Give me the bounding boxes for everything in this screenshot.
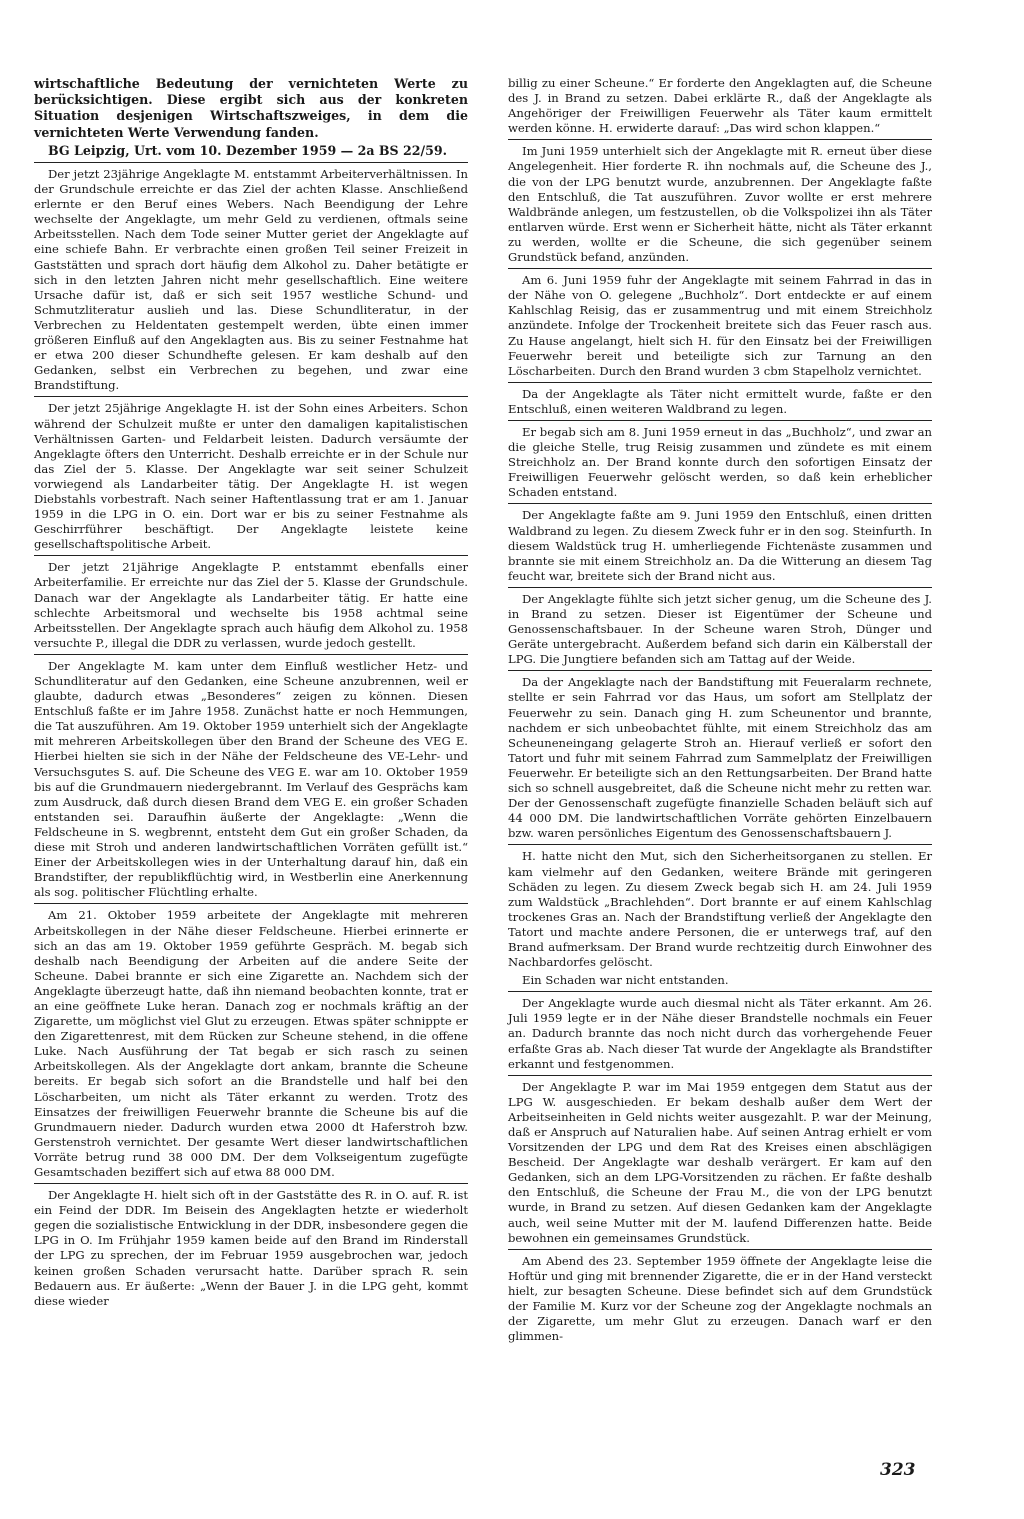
paragraph: Da der Angeklagte als Täter nicht ermittelt wurde, faßte er den Entschluß, einen weiteren Waldbrand zu legen. — [508, 386, 932, 416]
court-citation: BG Leipzig, Urt. vom 10. Dezember 1959 — 2a BS 22/59. — [48, 142, 448, 158]
section-divider — [508, 382, 932, 383]
right-column — [508, 76, 932, 1347]
paragraph: Da der Angeklagte nach der Bandstiftung mit Feueralarm rechnete, stellte er sein Fahrrad vor das Haus, um sofort am Stellplatz der Feuerwehr zu sein. Danach ging H. zum Scheunentor und brannte, nachdem er sich unbeobachtet fühlte, mit einem Streichholz das am Scheuneneingang gelagerte Stroh an. Hierauf verließ er sofort den Tatort und fuhr mit seinem Fahrrad zum Sammelplatz der Freiwilligen Feuerwehr. Er beteiligte sich an den Rettungsarbeiten. Der Brand hatte sich so schnell ausgebreitet, daß die Scheune nicht mehr zu retten war. Der der Genossenschaft zugefügte finanzielle Schaden beläuft sich auf 44 000 DM. Die landwirtschaftlichen Vorräte gehörten Einzelbauern bzw. waren persönliches Eigentum des Genossenschaftsbauern J. — [508, 675, 932, 841]
paragraph: H. hatte nicht den Mut, sich den Sicherheitsorganen zu stellen. Er kam vielmehr auf den Gedanken, weitere Brände mit geringeren Schäden zu legen. Zu diesem Zweck begab sich H. am 24. Juli 1959 zum Waldstück „Brachlehden“. Dort brannte er auf einem Kahlschlag trockenes Gras an. Nach der Brandstiftung verließ der Angeklagte den Tatort und machte andere Personen, die er unterwegs traf, auf den Brand aufmerksam. Der Brand wurde rechtzeitig durch Einwohner des Nachbardorfes gelöscht. — [508, 849, 932, 970]
headnote-summary: wirtschaftliche Bedeutung der vernichteten Werte zu berücksichtigen. Diese ergibt sich aus der konkreten Situation desjenigen Wirtschaftszweiges, in dem die vernichteten Werte Verwendung fanden. — [34, 76, 468, 140]
paragraph: billig zu einer Scheune.“ Er forderte den Angeklagten auf, die Scheune des J. in Brand zu setzen. Dabei erklärte R., daß der Angeklagte als Angehöriger der Freiwilligen Feuerwehr als Täter kaum ermittelt werden könne. H. erwiderte darauf: „Das wird schon klappen.“ — [508, 76, 932, 136]
paragraph: Am 21. Oktober 1959 arbeitete der Angeklagte mit mehreren Arbeitskollegen in der Nähe dieser Feldscheune. Hierbei erinnerte er sich an das am 19. Oktober 1959 geführte Gespräch. M. begab sich deshalb nach Beendigung der Arbeiten auf die andere Seite der Scheune. Dabei brannte er sich eine Zigarette an. Nachdem sich der Angeklagte überzeugt hatte, daß ihn niemand beobachten konnte, trat er an eine geöffnete Luke heran. Danach zog er nochmals kräftig an der Zigarette, um möglichst viel Glut zu erzeugen. Etwas später schnippte er den Zigarettenrest, mit dem Rücken zur Scheune stehend, in die offene Luke. Nach Ausführung der Tat begab er sich rasch zu seinen Arbeitskollegen. Als der Angeklagte dort ankam, brannte die Scheune bereits. Er begab sich sofort an die Brandstelle und half bei den Löscharbeiten, um nicht als Täter erkannt zu werden. Trotz des Einsatzes der freiwilligen Feuerwehr brannte die Scheune bis auf die Grundmauern nieder. Dadurch wurden etwa 2000 dt Haferstroh bzw. Gerstenstroh vernichtet. Der gesamte Wert dieser landwirtschaftlichen Vorräte betrug rund 38 000 DM. Der dem Volkseigentum zugefügte Gesamtschaden beziffert sich auf etwa 88 000 DM. — [34, 908, 468, 1180]
paragraph: Im Juni 1959 unterhielt sich der Angeklagte mit R. erneut über diese Angelegenheit. Hier forderte R. ihn nochmals auf, die Scheune des J., die von der LPG benutzt wurde, anzubrennen. Der Angeklagte faßte den Entschluß, die Tat auszuführen. Zuvor wollte er erst mehrere Waldbrände anlegen, um festzustellen, ob die Volkspolizei ihn als Täter entlarven würde. Erst wenn er Sicherheit hätte, nicht als Täter erkannt zu werden, wollte er die Scheune, die sich gegenüber seinem Grundstück befand, anzünden. — [508, 144, 932, 265]
paragraph: Der Angeklagte M. kam unter dem Einfluß westlicher Hetz- und Schundliteratur auf den Gedanken, eine Scheune anzubrennen, weil er glaubte, dadurch etwas „Besonderes“ zeigen zu können. Diesen Entschluß faßte er im Jahre 1958. Zunächst hatte er noch Hemmungen, die Tat auszuführen. Am 19. Oktober 1959 unterhielt sich der Angeklagte mit mehreren Arbeitskollegen über den Brand der Scheune des VEG E. Hierbei hielten sie sich in der Nähe der Feldscheune des VE-Lehr- und Versuchsgutes S. auf. Die Scheune des VEG E. war am 10. Oktober 1959 bis auf die Grundmauern niedergebrannt. Im Verlauf des Gesprächs kam zum Ausdruck, daß durch diesen Brand dem VEG E. ein großer Schaden entstanden sei. Daraufhin äußerte der Angeklagte: „Wenn die Feldscheune in S. wegbrennt, entsteht dem Gut ein großer Schaden, da diese mit Stroh und anderen landwirtschaftlichen Vorräten gefüllt ist.“ Einer der Arbeitskollegen wies in der Unterhaltung darauf hin, daß ein Brandstifter, der republikflüchtig wird, in Westberlin eine Anerkennung als sog. politischer Flüchtling erhalte. — [34, 658, 468, 900]
paragraph: Der Angeklagte P. war im Mai 1959 entgegen dem Statut aus der LPG W. ausgeschieden. Er bekam deshalb außer dem Wert der Arbeitseinheiten in Geld nichts weiter ausgezahlt. P. war der Meinung, daß er Anspruch auf Naturalien habe. Auf seinen Antrag erhielt er vom Vorsitzenden der LPG und dem Rat des Kreises einen abschlägigen Bescheid. Der Angeklagte war deshalb verärgert. Er kam auf den Gedanken, sich an dem LPG-Vorsitzenden zu rächen. Er faßte deshalb den Entschluß, die Scheune der Frau M., die von der LPG benutzt wurde, in Brand zu setzen. Auf diesen Gedanken kam der Angeklagte auch, weil seine Mutter mit der M. laufend Differenzen hatte. Beide bewohnen ein gemeinsames Grundstück. — [508, 1079, 932, 1245]
section-divider — [508, 587, 932, 588]
section-divider — [34, 396, 468, 397]
section-divider — [508, 670, 932, 671]
paragraph: Er begab sich am 8. Juni 1959 erneut in das „Buchholz“, und zwar an die gleiche Stelle, trug Reisig zusammen und zündete es mit einem Streichholz an. Der Brand konnte durch den sofortigen Einsatz der Freiwilligen Feuerwehr gelöscht werden, so daß kein erheblicher Schaden entstand. — [508, 424, 932, 500]
paragraph: Der Angeklagte H. hielt sich oft in der Gaststätte des R. in O. auf. R. ist ein Feind der DDR. Im Beisein des Angeklagten hetzte er wiederholt gegen die sozialistische Entwicklung in der DDR, insbesondere gegen die LPG in O. Im Frühjahr 1959 kamen beide auf den Brand im Rinderstall der LPG zu sprechen, der im Februar 1959 ausgebrochen war, jedoch keinen großen Schaden verursacht hatte. Darüber sprach R. sein Bedauern aus. Er äußerte: „Wenn der Bauer J. in die LPG geht, kommt diese wieder — [34, 1188, 468, 1308]
section-divider — [34, 1183, 468, 1184]
paragraph: Der Angeklagte faßte am 9. Juni 1959 den Entschluß, einen dritten Waldbrand zu legen. Zu diesem Zweck fuhr er in den sog. Steinfurth. In diesem Waldstück trug H. umherliegende Fichtenäste zusammen und brannte sie mit einem Streichholz an. Da die Witterung an diesem Tag feucht war, breitete sich der Brand nicht aus. — [508, 508, 932, 583]
paragraph: Am Abend des 23. September 1959 öffnete der Angeklagte leise die Hoftür und ging mit brennender Zigarette, die er in der Hand versteckt hielt, zur besagten Scheune. Diese befindet sich auf dem Grundstück der Familie M. Kurz vor der Scheune zog der Angeklagte nochmals an der Zigarette, um mehr Glut zu erzeugen. Danach warf er den glimmen- — [508, 1253, 932, 1344]
section-divider — [508, 844, 932, 845]
section-divider — [508, 268, 932, 269]
section-divider — [34, 903, 468, 904]
section-divider — [508, 420, 932, 421]
section-divider — [508, 503, 932, 504]
paragraph: Am 6. Juni 1959 fuhr der Angeklagte mit seinem Fahrrad in das in der Nähe von O. gelegene „Buchholz“. Dort entdeckte er auf einem Kahlschlag Reisig, das er zusammentrug und mit einem Streichholz anzündete. Infolge der Trockenheit breitete sich das Feuer rasch aus. Zu Hause angelangt, hielt sich H. für den Einsatz bei der Freiwilligen Feuerwehr bereit und beteiligte sich zur Tarnung an den Löscharbeiten. Durch den Brand wurden 3 cbm Stapelholz vernichtet. — [508, 273, 932, 378]
section-divider — [508, 991, 932, 992]
section-divider — [34, 162, 468, 163]
section-divider — [34, 654, 468, 655]
section-divider — [508, 139, 932, 140]
paragraph: Der Angeklagte fühlte sich jetzt sicher genug, um die Scheune des J. in Brand zu setzen. Dieser ist Eigentümer der Scheune und Genossenschaftsbauer. In der Scheune waren Stroh, Dünger und Geräte untergebracht. Außerdem befand sich darin ein Kälberstall der LPG. Die Jungtiere befanden sich am Tattag auf der Weide. — [508, 591, 932, 667]
page-number: 323 — [880, 1460, 916, 1480]
section-divider — [34, 555, 468, 556]
paragraph: Ein Schaden war nicht entstanden. — [522, 973, 729, 988]
paragraph: Der Angeklagte wurde auch diesmal nicht als Täter erkannt. Am 26. Juli 1959 legte er in der Nähe dieser Brandstelle nochmals ein Feuer an. Dadurch brannte das noch nicht durch das vorhergehende Feuer erfaßte Gras ab. Nach dieser Tat wurde der Angeklagte als Brandstifter erkannt und festgenommen. — [508, 996, 932, 1071]
paragraph: Der jetzt 21jährige Angeklagte P. entstammt ebenfalls einer Arbeiterfamilie. Er erreichte nur das Ziel der 5. Klasse der Grundschule. Danach war der Angeklagte als Landarbeiter tätig. Er hatte eine schlechte Arbeitsmoral und wechselte bis 1958 achtmal seine Arbeitsstellen. Der Angeklagte sprach auch häufig dem Alkohol zu. 1958 versuchte P., illegal die DDR zu verlassen, wurde jedoch gestellt. — [34, 560, 468, 650]
paragraph: Der jetzt 23jährige Angeklagte M. entstammt Arbeiterverhältnissen. In der Grundschule erreichte er das Ziel der achten Klasse. Anschließend erlernte er den Beruf eines Webers. Nach Beendigung der Lehre wechselte der Angeklagte, um mehr Geld zu verdienen, oftmals seine Arbeitsstellen. Nach dem Tode seiner Mutter geriet der Angeklagte auf eine schiefe Bahn. Er verbrachte einen großen Teil seiner Freizeit in Gaststätten und sprach dort häufig dem Alkohol zu. Daher betätigte er sich in den letzten Jahren nicht mehr gesellschaftlich. Eine weitere Ursache dafür ist, daß er sich seit 1957 westliche Schund- und Schmutzliteratur auslieh und las. Diese Schundliteratur, in der Verbrechen zu Heldentaten gestempelt werden, übte einen immer größeren Einfluß auf den Angeklagten aus. Bis zu seiner Festnahme hat er etwa 200 dieser Schundhefte gelesen. Er kam deshalb auf den Gedanken, selbst ein Verbrechen zu begehen, und zwar eine Brandstiftung. — [34, 167, 468, 393]
section-divider — [508, 1249, 932, 1250]
left-column — [34, 76, 468, 1312]
section-divider — [508, 1075, 932, 1076]
paragraph: Der jetzt 25jährige Angeklagte H. ist der Sohn eines Arbeiters. Schon während der Schulzeit mußte er unter den damaligen kapitalistischen Verhältnissen Garten- und Feldarbeit leisten. Dadurch versäumte der Angeklagte öfters den Unterricht. Deshalb erreichte er in der Schule nur das Ziel der 5. Klasse. Der Angeklagte war seit seiner Schulzeit vorwiegend als Landarbeiter tätig. Der Angeklagte H. ist wegen Diebstahls vorbestraft. Nach seiner Haftentlassung trat er am 1. Januar 1959 in die LPG in O. ein. Dort war er bis zu seiner Festnahme als Geschirrführer beschäftigt. Der Angeklagte leistete keine gesellschaftspolitische Arbeit. — [34, 401, 468, 552]
